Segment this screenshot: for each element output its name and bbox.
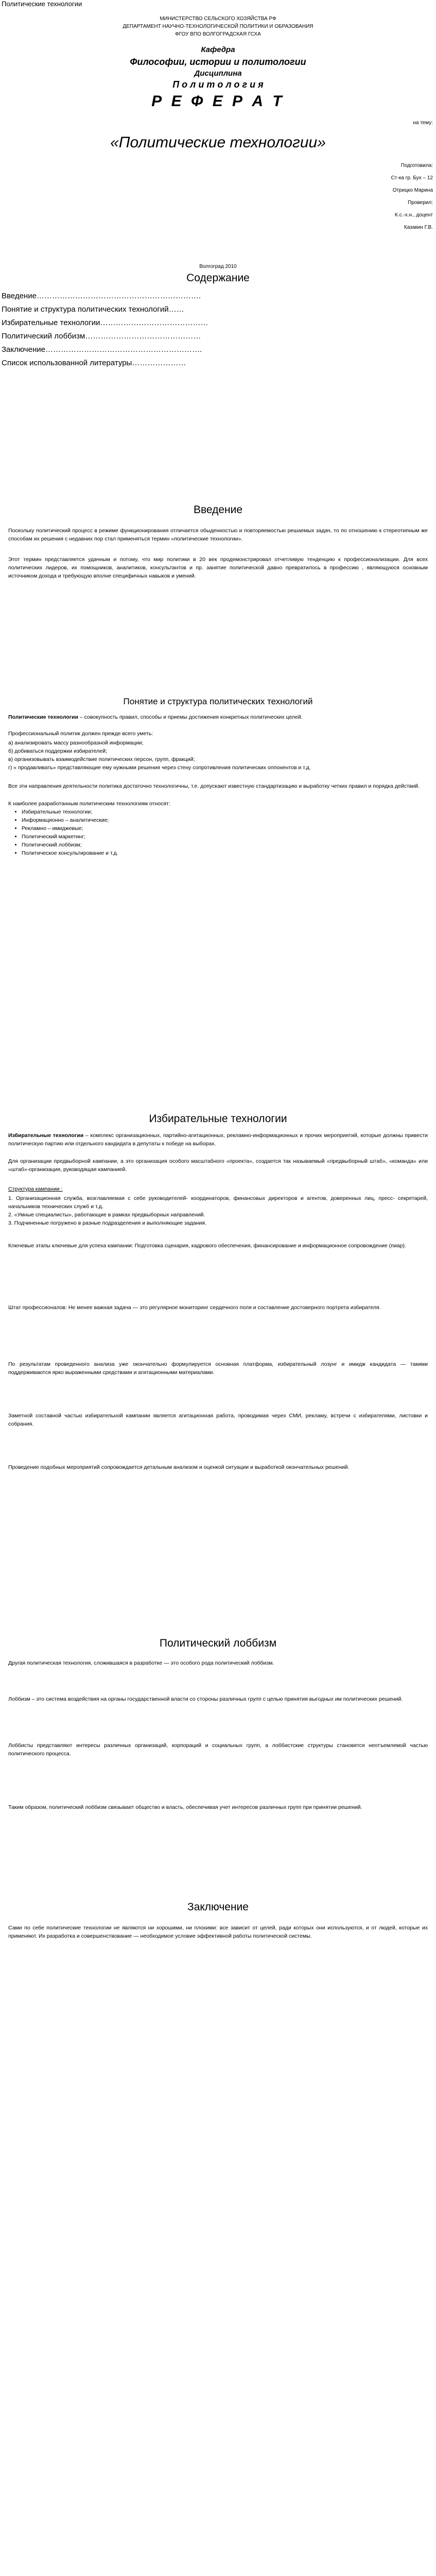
list-item: • Избирательные технологии; (22, 808, 433, 816)
kafedra-label: Кафедра (201, 45, 235, 54)
city-year: Волгоград 2010 (199, 264, 237, 269)
electoral-results: По результатам проведенного анализа уже окончательно формулируется основная платформа, избирательный лозунг и имидж кандидата — такими поддерживаются ярко выраженными средствами и агитационными материалами. (8, 1361, 428, 1376)
lobby-paragraph-4: Таким образом, политический лоббизм связывает общество и власть, обеспечивая учет интересов различных групп при принятии решений. (8, 1804, 362, 1810)
electoral-agitation: Заметной составной частью избирательной кампании является агитационная работа, проводимая через СМИ, рекламу, встречи с избирателями, листовки и собрания. (8, 1413, 428, 1427)
list-item: г) « продавливать» представляющие ему нужными решения через стену сопротивления политических оппонентов и т.д. (8, 765, 311, 771)
conclusion-paragraph-1: Сами по себе политические технологии не являются ни хорошими, ни плохими: все зависит от целей, ради которых они используются, и от людей, которые их применяют. Их разработка и совершенствование — необходимое условие эффективной работы политической системы. (8, 1925, 428, 1939)
list-item: • Политический маркетинг; (22, 833, 433, 841)
university-header: ФГОУ ВПО ВОЛГОГРАДСКАЯ ГСХА (175, 31, 261, 37)
prepared-label: Подготовила: (400, 163, 433, 168)
list-item: • Рекламно – имиджевые; (22, 824, 433, 833)
electoral-title: Избирательные технологии (149, 1113, 287, 1125)
concept-def-rest: – совокупность правил, способы и приемы достижения конкретных политических целей. (78, 714, 303, 720)
signature-block (391, 160, 433, 234)
list-item: б) добиваться поддержки избирателей; (8, 748, 107, 754)
electoral-organization: Для организации предвыборной кампании, а это организация особого масштабного «проекта», создается так называемый «предвыборный штаб», «команда» или «штаб»-организация, руководящая кампанией. (8, 1158, 428, 1173)
table-of-contents (2, 290, 208, 370)
toc-item[interactable]: Заключение……………………………………………………. (2, 345, 202, 354)
list-item: а) анализировать массу разнообразной информации; (8, 740, 144, 746)
structure-list (8, 1194, 428, 1227)
concept-types-intro: К наиболее разработанным политическим технологиям относят: (8, 801, 170, 807)
toc-item[interactable]: Введение………………………………………………………. (2, 292, 201, 300)
intro-paragraph-2: Этот термин представляется удачным и потому, что мир политики в 20 век продемонстрировал отчетливую тенденцию к профессионализации. Для всех политических лидеров, их помощников, аналитиков, консультантов и пр. занятие политической давно превратилось в профессию , являющуюся основным источником дохода и требующую вполне специфичных навыков и умений. (8, 556, 428, 579)
intro-paragraph-1: Поскольку политический процесс в режиме функционирования отличается обыденностью и повторяемостью решаемых задач, то по отношению к стереотипным же способам их решения с недавних пор стал применяться термин «политические технологии». (8, 528, 428, 542)
checked-label: Проверил: (408, 200, 433, 206)
topic-title: «Политические технологии» (110, 134, 326, 151)
discipline-name: П о л и т о л о г и я (172, 79, 264, 90)
topic-label: на тему: (413, 120, 433, 126)
kafedra-name: Философии, истории и политологии (130, 57, 306, 67)
structure-label: Структура кампании : (8, 1186, 63, 1192)
concept-def-term: Политические технологии (8, 714, 78, 720)
concept-spec: Профессиональный политик должен прежде всего уметь: (8, 731, 153, 737)
doc-type: Р Е Ф Е Р А Т (151, 93, 285, 110)
list-item: 2. «Умные специалисты», работающие в рамках предвыборных направлений. (8, 1212, 205, 1218)
lobby-title: Политический лоббизм (159, 1637, 277, 1649)
concept-definition (8, 713, 428, 721)
electoral-definition (8, 1131, 428, 1148)
lobby-paragraph-2: Лоббизм – это система воздействия на органы государственной власти со стороны различных групп с целью принятия выгодных им политических решений. (8, 1696, 403, 1702)
list-item: • Политическое консультирование и т.д. (22, 849, 433, 857)
teacher-name: Казакин Г.В. (404, 225, 433, 230)
page-title: Политические технологии (2, 0, 82, 8)
ministry-header: МИНИСТЕРСТВО СЕЛЬСКОГО ХОЗЯЙСТВА РФ (160, 16, 276, 22)
intro-title: Введение (193, 504, 243, 516)
electoral-def-term: Избирательные технологии (8, 1132, 84, 1139)
toc-item[interactable]: Понятие и структура политических технологий…… (2, 305, 184, 314)
list-item: 1. Организационная служба, возглавляемая с себе руководителей- координаторов, финансовых директоров и агентов, доверенных лиц, пресс- секретарей, начальников технических служб и т.д. (8, 1195, 428, 1210)
electoral-final: Проведение подобных мероприятий сопровождается детальным анализом и оценкой ситуации и выработкой окончательных решений. (8, 1464, 350, 1470)
conclusion-title: Заключение (187, 1901, 249, 1913)
electoral-team: Штат профессионалов: Не менее важная задача — это регулярное мониторинг сердечного поля и составление достоверного портрета избирателя. (8, 1304, 381, 1311)
toc-item[interactable]: Список использованной литературы………………… (2, 359, 186, 367)
department-header: ДЕПАРТАМЕНТ НАУЧНО-ТЕХНОЛОГИЧЕСКОЙ ПОЛИТИКИ И ОБРАЗОВАНИЯ (123, 24, 313, 29)
electoral-def-rest: – комплекс организационных, партийно-агитационных, рекламно-информационных и прочих мероприятий, которые должны привести политическую партию или отдельного кандидата в депутаты к победе на выборах. (8, 1132, 428, 1147)
lobby-paragraph-3: Лоббисты представляют интересы различных организаций, корпораций и социальных групп, а лоббистские структуры становятся неотъемлемой частью политического процесса. (8, 1742, 428, 1757)
types-list (11, 808, 433, 857)
student-name: Отрицко Марина (392, 188, 433, 193)
toc-title: Содержание (186, 272, 250, 284)
list-item: • Информационно – аналитические; (22, 816, 433, 824)
skills-list (8, 739, 428, 772)
list-item: в) организовывать взаимодействие политических персон, групп, фракций; (8, 756, 195, 762)
teacher-position: К.с.-х.н., доцент (394, 212, 433, 218)
toc-item[interactable]: Избирательные технологии…………………………………… (2, 318, 208, 327)
list-item: 3. Подчиненные погружено в разные подразделения и выполняющие задания. (8, 1220, 206, 1226)
discipline-label: Дисциплина (194, 69, 242, 78)
lobby-paragraph-1: Другая политическая технология, сложившаяся в разработке — это особого рода политический лоббизм. (8, 1660, 274, 1666)
concept-title: Понятие и структура политических технологий (123, 697, 313, 706)
student-group: Ст-ка гр. Бух – 12 (391, 175, 433, 181)
electoral-stages: Ключевые этапы ключевые для успеха кампании: Подготовка сценария, кадрового обеспечения, финансирование и информационное сопровождение (пиар). (8, 1243, 406, 1249)
concept-all: Все эти направления деятельности политика достаточно технологичны, т.е. допускают известную стандартизацию и выработку четких правил и порядка действий. (8, 783, 420, 789)
list-item: • Политический лоббизм; (22, 841, 433, 849)
toc-item[interactable]: Политический лоббизм……………………………………… (2, 332, 201, 341)
